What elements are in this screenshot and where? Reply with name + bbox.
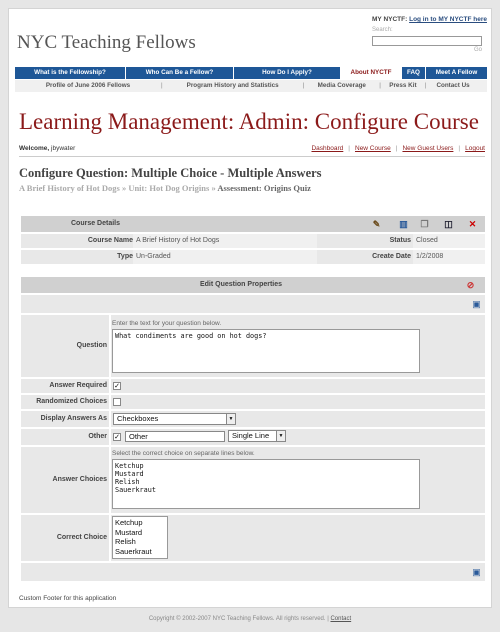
go-button[interactable]: Go (474, 47, 483, 53)
correct-choice-label: Correct Choice (56, 534, 107, 541)
create-date-value: 1/2/2008 (413, 250, 485, 264)
contact-link[interactable]: Contact (330, 616, 352, 622)
other-text-input[interactable]: Other (125, 431, 225, 442)
save-icon[interactable]: ▣ (472, 567, 481, 577)
display-answers-select[interactable] (113, 413, 236, 425)
logout-link[interactable]: Logout (465, 145, 485, 152)
toolbar-row-bottom (21, 563, 485, 581)
new-course-link[interactable]: New Course (355, 145, 391, 152)
new-guest-users-link[interactable]: New Guest Users (402, 145, 454, 152)
correct-option[interactable]: Sauerkraut (115, 546, 152, 556)
login-link[interactable]: Log in to MY NYCTF here (409, 16, 487, 23)
answer-choices-label: Answer Choices (52, 476, 107, 483)
chevron-down-icon: ▼ (226, 414, 235, 424)
copyright-text: Copyright © 2002-2007 NYC Teaching Fellows. All rights reserved. (148, 616, 326, 622)
randomized-label: Randomized Choices (36, 398, 107, 405)
breadcrumb-course[interactable]: A Brief History of Hot Dogs (19, 183, 120, 193)
answer-required-cell (111, 379, 485, 393)
delete-icon[interactable]: ✕ (468, 219, 477, 229)
nav-faq[interactable]: FAQ (402, 67, 426, 79)
subnav-separator: | (379, 82, 381, 89)
search-input[interactable] (372, 36, 482, 46)
display-answers-value: Checkboxes (117, 414, 159, 423)
my-nyctf-title: MY NYCTF: (372, 16, 408, 23)
display-answers-label: Display Answers As (40, 415, 107, 422)
correct-choice-listbox[interactable] (112, 516, 168, 559)
type-value: Un-Graded (133, 250, 317, 264)
welcome-row (19, 145, 485, 157)
nav-what-is-fellowship[interactable]: What is the Fellowship? (15, 67, 126, 79)
save-icon[interactable]: ▣ (472, 299, 481, 309)
copyright-bar (0, 616, 500, 622)
book-icon[interactable]: ◫ (444, 219, 453, 229)
cancel-icon[interactable]: ⊘ (466, 280, 475, 290)
subnav-separator: | (302, 82, 305, 89)
dashboard-link[interactable]: Dashboard (311, 145, 344, 152)
nav-how-do-i-apply[interactable]: How Do I Apply? (234, 67, 341, 79)
other-mode-value: Single Line (232, 431, 270, 440)
correct-option[interactable]: Mustard (115, 527, 143, 537)
main-nav (15, 67, 487, 79)
link-separator: | (458, 145, 461, 152)
correct-option[interactable]: Ketchup (115, 518, 143, 527)
link-separator: | (348, 145, 350, 152)
question-textarea[interactable]: What condiments are good on hot dogs? (112, 329, 420, 373)
answer-required-label: Answer Required (49, 382, 107, 389)
page-title: Learning Management: Admin: Configure Course (19, 109, 479, 134)
site-logo[interactable]: NYC Teaching Fellows (17, 32, 196, 53)
edit-question-title: Edit Question Properties (199, 281, 283, 288)
nav-about-nyctf[interactable]: About NYCTF (341, 67, 402, 79)
correct-option[interactable]: Relish (115, 537, 136, 546)
my-nyctf-label (372, 16, 487, 23)
footer-separator: | (327, 616, 329, 622)
copy-icon[interactable]: ❐ (420, 219, 429, 229)
breadcrumb (19, 183, 311, 193)
subnav-press-kit[interactable]: Press Kit (389, 82, 417, 89)
question-hint: Enter the text for your question below. (112, 320, 222, 327)
subnav-separator: | (424, 82, 427, 89)
choices-hint: Select the correct choice on separate lines below. (112, 450, 255, 457)
subnav-history[interactable]: Program History and Statistics (186, 82, 279, 89)
nav-who-can-be-fellow[interactable]: Who Can Be a Fellow? (126, 67, 234, 79)
edit-question-header (21, 277, 485, 293)
create-date-label: Create Date (372, 253, 411, 260)
link-separator: | (395, 145, 398, 152)
breadcrumb-separator: » (121, 183, 127, 193)
status-value: Closed (413, 234, 485, 248)
nav-meet-a-fellow[interactable]: Meet A Fellow (435, 69, 478, 76)
toolbar-row-top (21, 295, 485, 313)
answer-choices-textarea[interactable]: Ketchup Mustard Relish Sauerkraut (112, 459, 420, 509)
type-label: Type (117, 253, 133, 260)
other-label: Other (88, 433, 107, 440)
other-checkbox[interactable]: ✓ (114, 434, 120, 441)
sub-nav (15, 80, 487, 92)
breadcrumb-assessment: Assessment: Origins Quiz (217, 183, 311, 193)
subnav-separator: | (161, 82, 163, 89)
randomized-cell (111, 395, 485, 409)
status-label: Status (389, 237, 411, 244)
subnav-contact[interactable]: Contact Us (436, 82, 470, 89)
chevron-down-icon: ▼ (276, 431, 285, 441)
course-name-label: Course Name (87, 237, 133, 244)
page-container (8, 8, 492, 608)
top-links (311, 145, 485, 152)
course-details-title: Course Details (71, 220, 121, 227)
welcome-user: jbywater (51, 145, 76, 152)
other-mode-select[interactable] (228, 430, 286, 442)
subnav-media[interactable]: Media Coverage (317, 82, 366, 89)
question-label: Question (76, 342, 107, 349)
subnav-profile[interactable]: Profile of June 2006 Fellows (45, 82, 131, 89)
edit-icon[interactable]: ✎ (372, 219, 381, 229)
search-label: Search: (372, 27, 393, 33)
course-name-value: A Brief History of Hot Dogs (133, 234, 317, 248)
answer-required-checkbox[interactable]: ✓ (114, 383, 120, 390)
question-heading: Configure Question: Multiple Choice - Multiple Answers (19, 166, 322, 180)
custom-footer: Custom Footer for this application (19, 595, 117, 602)
course-details-header (21, 216, 485, 232)
welcome-label: Welcome, (19, 145, 50, 152)
breadcrumb-separator: » (211, 183, 216, 193)
chart-icon[interactable]: ▥ (399, 219, 408, 229)
randomized-checkbox[interactable] (113, 398, 121, 406)
breadcrumb-unit[interactable]: Unit: Hot Dog Origins (128, 183, 210, 193)
